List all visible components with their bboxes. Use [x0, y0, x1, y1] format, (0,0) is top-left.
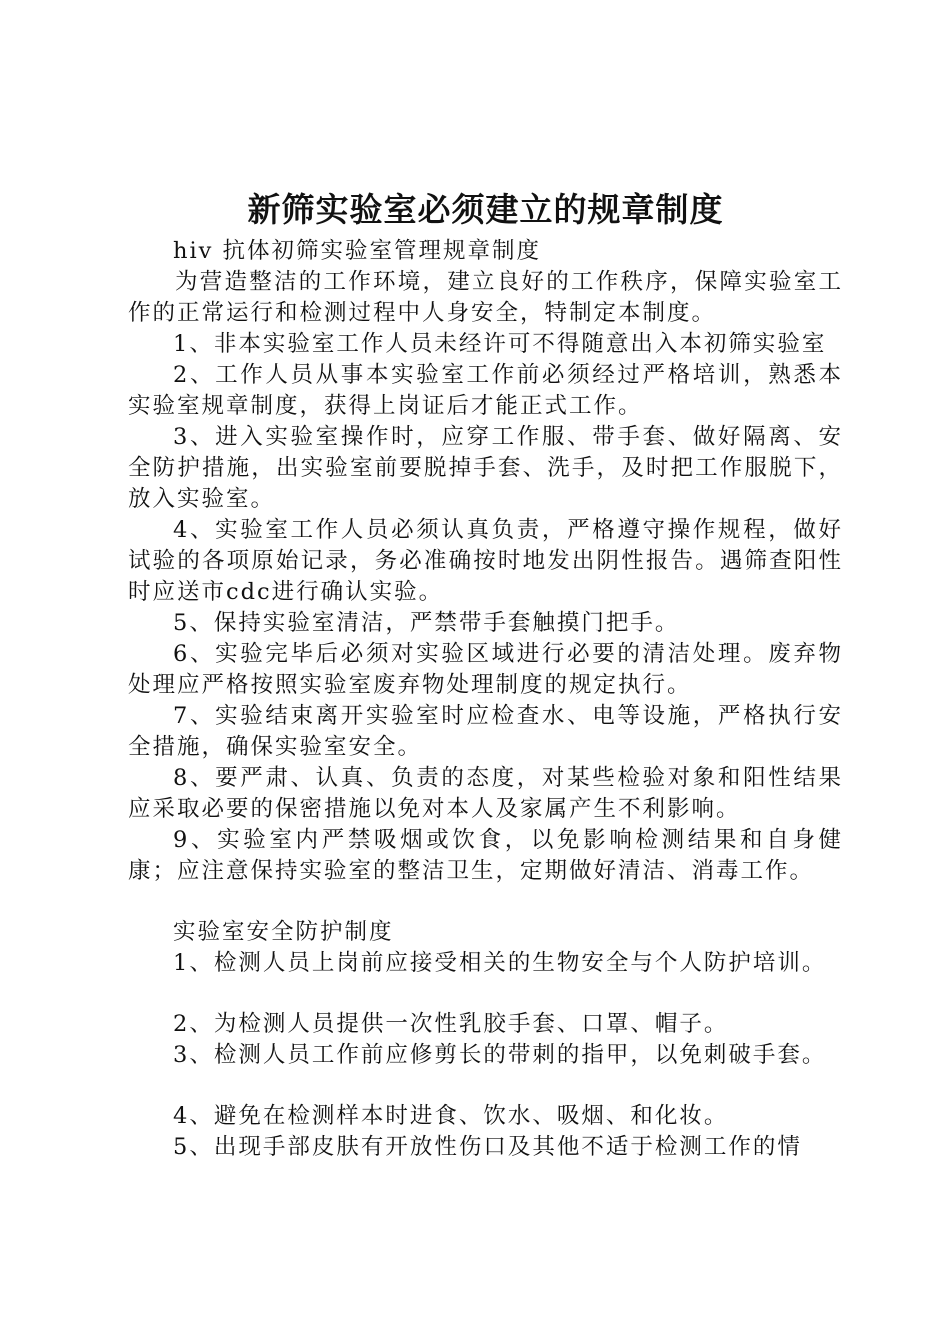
safety-item-1: 1、检测人员上岗前应接受相关的生物安全与个人防护培训。 [173, 950, 827, 976]
safety-item-2: 2、为检测人员提供一次性乳胶手套、口罩、帽子。 [173, 1011, 729, 1037]
section2-title: 实验室安全防护制度 [173, 919, 394, 945]
rule-1: 1、非本实验室工作人员未经许可不得随意出入本初筛实验室 [173, 331, 827, 357]
rule-4: 4、实验室工作人员必须认真负责，严格遵守操作规程，做好试验的各项原始记录，务必准确按时地发出阴性报告。遇筛查阳性时应送市cdc进行确认实验。 [128, 517, 843, 605]
rule-9: 9、实验室内严禁吸烟或饮食，以免影响检测结果和自身健康；应注意保持实验室的整洁卫生，定期做好清洁、消毒工作。 [128, 827, 843, 884]
rule-5: 5、保持实验室清洁，严禁带手套触摸门把手。 [173, 610, 680, 636]
section1-title: hiv 抗体初筛实验室管理规章制度 [173, 238, 542, 264]
document-page [128, 186, 843, 1163]
safety-item-3: 3、检测人员工作前应修剪长的带刺的指甲，以免刺破手套。 [173, 1042, 827, 1068]
rule-2: 2、工作人员从事本实验室工作前必须经过严格培训，熟悉本实验室规章制度，获得上岗证后才能正式工作。 [128, 362, 843, 419]
rule-7: 7、实验结束离开实验室时应检查水、电等设施，严格执行安全措施，确保实验室安全。 [128, 703, 843, 760]
safety-item-4: 4、避免在检测样本时进食、饮水、吸烟、和化妆。 [173, 1103, 729, 1129]
safety-item-5: 5、出现手部皮肤有开放性伤口及其他不适于检测工作的情 [173, 1134, 802, 1160]
rule-6: 6、实验完毕后必须对实验区域进行必要的清洁处理。废弃物处理应严格按照实验室废弃物处理制度的规定执行。 [128, 641, 843, 698]
document-title: 新筛实验室必须建立的规章制度 [247, 190, 724, 229]
rule-8: 8、要严肃、认真、负责的态度，对某些检验对象和阳性结果应采取必要的保密措施以免对本人及家属产生不利影响。 [128, 765, 843, 822]
rule-3: 3、进入实验室操作时，应穿工作服、带手套、做好隔离、安全防护措施，出实验室前要脱掉手套、洗手，及时把工作服脱下，放入实验室。 [128, 424, 843, 512]
intro-paragraph: 为营造整洁的工作环境，建立良好的工作秩序，保障实验室工作的正常运行和检测过程中人身安全，特制定本制度。 [128, 269, 843, 326]
